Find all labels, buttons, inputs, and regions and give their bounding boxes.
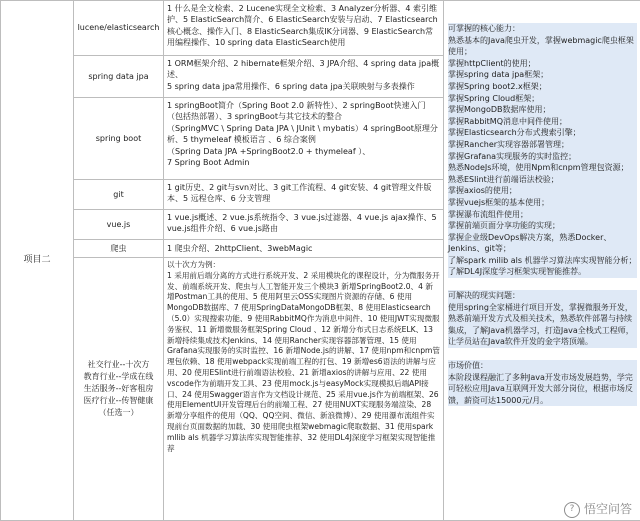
capabilities-cell	[444, 0, 640, 521]
watermark-text: 悟空问答	[583, 502, 632, 517]
content-cell-spring-data-jpa	[164, 56, 444, 98]
core-skills-text: 可掌握的核心能力： 熟悉基本的Java爬虫开发，掌握webmagic爬虫框架使用； 掌握httpClient的使用； 掌握spring data jpa框架； 掌握Spring boot2.x框架； 掌握Spring Cloud框架； 掌握MongoDB数据库使用； 掌握RabbitMQ消息中间件使用； 掌握Elasticsearch分布式搜索引擎； 掌握Rancher实现容器部署管理； 掌握Grafana实现服务的实时监控； 熟悉NodeJs环境，使用Npm和cnpm管理包资源； 熟悉ESlint进行前端语法校验； 掌握axios的使用； 掌握vuejs框架的基本使用； 掌握瀑布流组件使用； 掌握前端页面分享功能的实现； 掌握企业级DevOps解决方案，熟悉Docker、Jenkins、git等； 了解spark milib als 机器学习算法库实现智能分析； 了解DL4J深度学习框架实现智能推荐。	[448, 24, 637, 277]
tech-cell-spring-boot	[74, 98, 164, 180]
watermark	[564, 502, 632, 518]
real-problems-text: 可解决的现实问题： 使用spring全家桶进行项目开发，掌握微服务开发，熟悉前端开发方式及相关技术，熟悉软件部署与持续集成，了解Java机器学习，打造Java全栈式工程师，让学员站在Java软件开发的金字塔顶端。	[448, 290, 637, 348]
market-value-text: 市场价值： 本阶段课程融汇了多种Java开发市场发展趋势，学完可轻松应用Java互联网开发大部分岗位，根据市场反馈，薪资可达15000元/月。	[448, 360, 637, 406]
tech-name: lucene/elasticsearch	[77, 23, 160, 33]
project-label: 项目二	[23, 254, 51, 265]
tech-name: git	[113, 189, 124, 199]
tech-cell-git	[74, 180, 164, 210]
tech-cell-lucene	[74, 0, 164, 56]
tech-cell-project	[74, 258, 164, 521]
project-label-cell	[0, 0, 74, 521]
content-cell-vuejs	[164, 210, 444, 240]
chat-bubble-icon: ?	[564, 502, 580, 518]
tech-name: vue.js	[106, 219, 131, 229]
spacer	[448, 278, 637, 290]
content-text: 1 vue.js概述、2 vue.js系统指令、3 vue.js过滤器、4 vue.js ajax操作、5 vue.js组件介绍、6 vue.js路由	[167, 213, 437, 234]
project-options: 社交行业--十次方 教育行业--学成在线 生活服务--好客租房 医疗行业--传智健康 （任选一）	[83, 360, 154, 417]
content-cell-project	[164, 258, 444, 521]
tech-name: spring data jpa	[88, 71, 149, 81]
content-cell-spring-boot	[164, 98, 444, 180]
content-text: 以十次方为例： 1 采用前后端分离的方式进行系统开发、2 采用模块化的课程设计，分为微服务开发、前端系统开发、爬虫与人工智能开发三个模块3 新增SpringBoot2.0、4 新增Postman工具的使用、5 使用阿里云OSS实现图片资源的存储、6 使用MongoDB数据库、7 使用SpringDataMongoDB框架、8 使用Elasticsearch（5.0）实现搜索功能、9 使用RabbitMQ作为消息中间件、10 使用JWT实现微服务鉴权、11 新增微服务框架Spring Cloud 、12 新增分布式日志系统ELK、13 新增持续集成技术Jenkins、14 使用Rancher实现容器部署管理、15 使用Grafana实现服务的实时监控、16 新增Node.js的讲解、17 使用npm和cnpm管理包依赖、18 使用webpack实现前端工程的打包、19 新增es6语法的讲解与应用、20 使用ESlint进行前端语法校验、21 新增axios的讲解与应用、22 使用vscode作为前端开发工具、23 使用mock.js与easyMock实现模拟后端API接口、24 使用Swagger语言作为文档设计规范、25 采用vue.js作为前端框架、26 使用ElementUI开发管理后台的前端工程、27 使用NUXT实现服务端渲染、28 新增分享组件的使用（QQ、QQ空间、微信、新浪微博）、29 使用瀑布流组件实现前台页面数据的加载、30 使用爬虫框架webmagic爬取数据、31 使用spark mllib als 机器学习算法库实现智能推荐、32 使用DL4J深度学习框架实现智能推荐	[167, 260, 441, 453]
content-text: 1 什么是全文检索、2 Lucene实现全文检索、3 Analyzer分析器、4 索引维护、5 ElasticSearch简介、6 ElasticSearch安装与启动、7 Elasticsearch核心概念、操作入门、8 ElasticSearch集成IK分词器、9 ElasticSearch常用编程操作、10 spring data ElasticSearch使用	[167, 4, 438, 48]
tech-name: 爬虫	[110, 243, 127, 253]
spacer	[448, 3, 637, 23]
tech-cell-vuejs	[74, 210, 164, 240]
content-cell-crawler	[164, 240, 444, 258]
tech-cell-spring-data-jpa	[74, 56, 164, 98]
content-cell-lucene	[164, 0, 444, 56]
content-text: 1 ORM框架介绍、2 hibernate框架介绍、3 JPA介绍、4 spring data jpa概述、 5 spring data jpa常用操作、6 spring data jpa关联映射与多表操作	[167, 59, 440, 91]
content-text: 1 爬虫介绍、2httpClient、3webMagic	[167, 244, 313, 253]
content-cell-git	[164, 180, 444, 210]
tech-name: spring boot	[95, 133, 142, 143]
spacer	[448, 348, 637, 360]
tech-cell-crawler	[74, 240, 164, 258]
content-text: 1 git历史、2 git与svn对比、3 git工作流程、4 git安装、4 git管理文件版本、5 远程仓库、6 分支管理	[167, 183, 432, 204]
content-text: 1 springBoot简介（Spring Boot 2.0 新特性）、2 springBoot快速入门（包括热部署）、3 springBoot与其它技术的整合 （SpringMVC \ Spring Data JPA \ JUnit \ mybatis）4 springBoot原理分析、5 thymeleaf 模板语言 、6 综合案例 （Spring Data JPA +SpringBoot2.0 + thymeleaf ）、 7 Spring Boot Admin	[167, 101, 438, 168]
